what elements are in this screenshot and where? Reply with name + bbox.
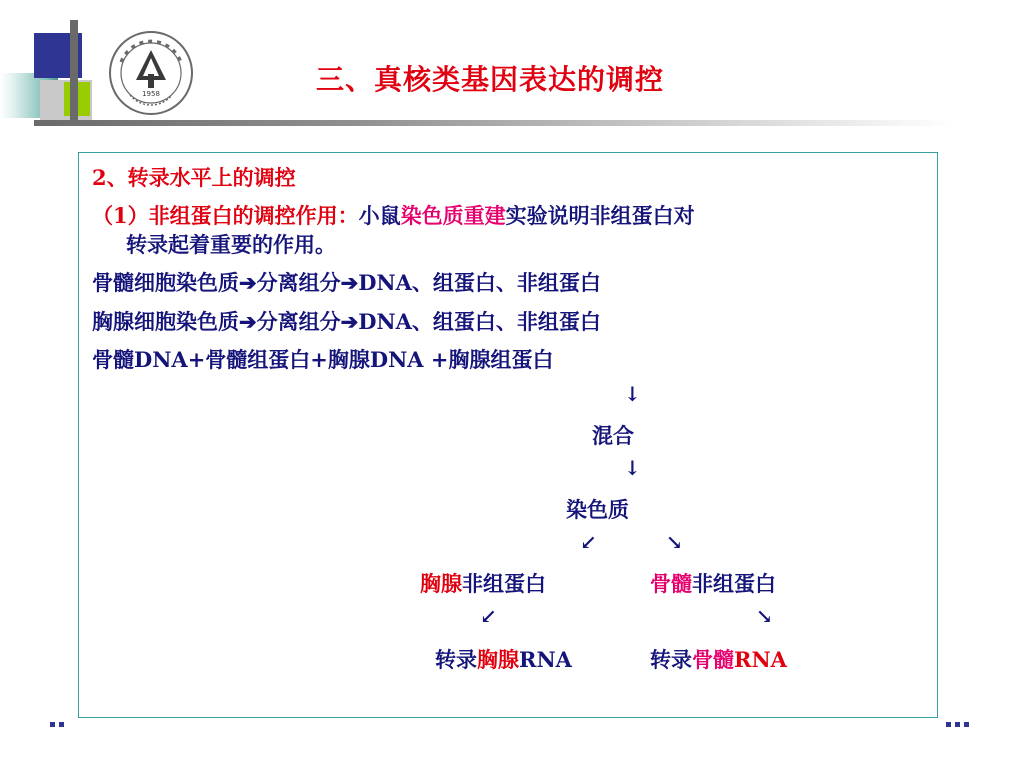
flow-mix-label: 混合 [592, 423, 634, 448]
bone-marrow-line [92, 267, 601, 297]
bone-marrow-c: DNA、组蛋白、非组蛋白 [358, 270, 601, 295]
paragraph-1-line-1 [92, 200, 695, 230]
thymus-line [92, 306, 601, 336]
down-arrow-icon: ↓ [624, 382, 641, 406]
flow-thymus-colored: 胸腺 [420, 571, 462, 596]
flow-right-result-c: RNA [734, 647, 787, 672]
corner-decoration-vertical-bar [70, 20, 78, 126]
paragraph-1-mid2: 实验说明非组蛋白对 [505, 203, 695, 228]
flow-bone-marrow-rest: 非组蛋白 [692, 571, 776, 596]
down-right-arrow-icon: ↘ [666, 530, 683, 554]
footer-dots-left [50, 712, 68, 718]
header-divider-bar [34, 120, 954, 126]
arrow-right-icon: ➔ [340, 309, 359, 334]
slide-title: 三、真核类基因表达的调控 [315, 63, 664, 96]
thymus-c: DNA、组蛋白、非组蛋白 [358, 309, 601, 334]
college-logo [108, 30, 194, 116]
paragraph-1-highlight: 染色质重建 [400, 203, 506, 228]
down-right-arrow-icon: ↘ [756, 604, 773, 628]
thymus-b: 分离组分 [256, 309, 341, 334]
flow-transcribe-bone-marrow-rna [650, 644, 787, 674]
paragraph-1-lead: （1）非组蛋白的调控作用： [92, 203, 359, 228]
flow-bone-marrow-colored: 骨髓 [650, 571, 692, 596]
down-arrow-icon: ↓ [624, 456, 641, 480]
flow-bone-marrow-nonhistone [650, 568, 776, 598]
flow-right-result-a: 转录 [650, 647, 692, 672]
arrow-right-icon: ➔ [239, 309, 257, 334]
flow-chromatin-label: 染色质 [566, 497, 629, 522]
flow-left-result-c: RNA [519, 647, 572, 672]
paragraph-1-mid1: 小鼠 [358, 203, 401, 228]
flow-right-result-b: 骨髓 [692, 647, 734, 672]
logo-year: 1958 [142, 90, 160, 98]
flow-thymus-rest: 非组蛋白 [462, 571, 546, 596]
arrow-right-icon: ➔ [239, 270, 257, 295]
flow-left-result-b: 胸腺 [477, 647, 519, 672]
thymus-a: 胸腺细胞染色质 [92, 309, 239, 334]
footer-dots-right [946, 712, 973, 718]
arrow-right-icon: ➔ [340, 270, 359, 295]
flow-transcribe-thymus-rna [435, 644, 572, 674]
down-left-arrow-icon: ↙ [480, 604, 497, 628]
section-heading: 2、转录水平上的调控 [92, 165, 296, 190]
mix-components-line: 骨髓DNA+骨髓组蛋白+胸腺DNA +胸腺组蛋白 [92, 347, 554, 372]
bone-marrow-a: 骨髓细胞染色质 [92, 270, 239, 295]
down-left-arrow-icon: ↙ [580, 530, 597, 554]
bone-marrow-b: 分离组分 [256, 270, 341, 295]
paragraph-1-line-2: 转录起着重要的作用。 [126, 232, 336, 257]
flow-left-result-a: 转录 [435, 647, 477, 672]
flow-thymus-nonhistone [420, 568, 546, 598]
